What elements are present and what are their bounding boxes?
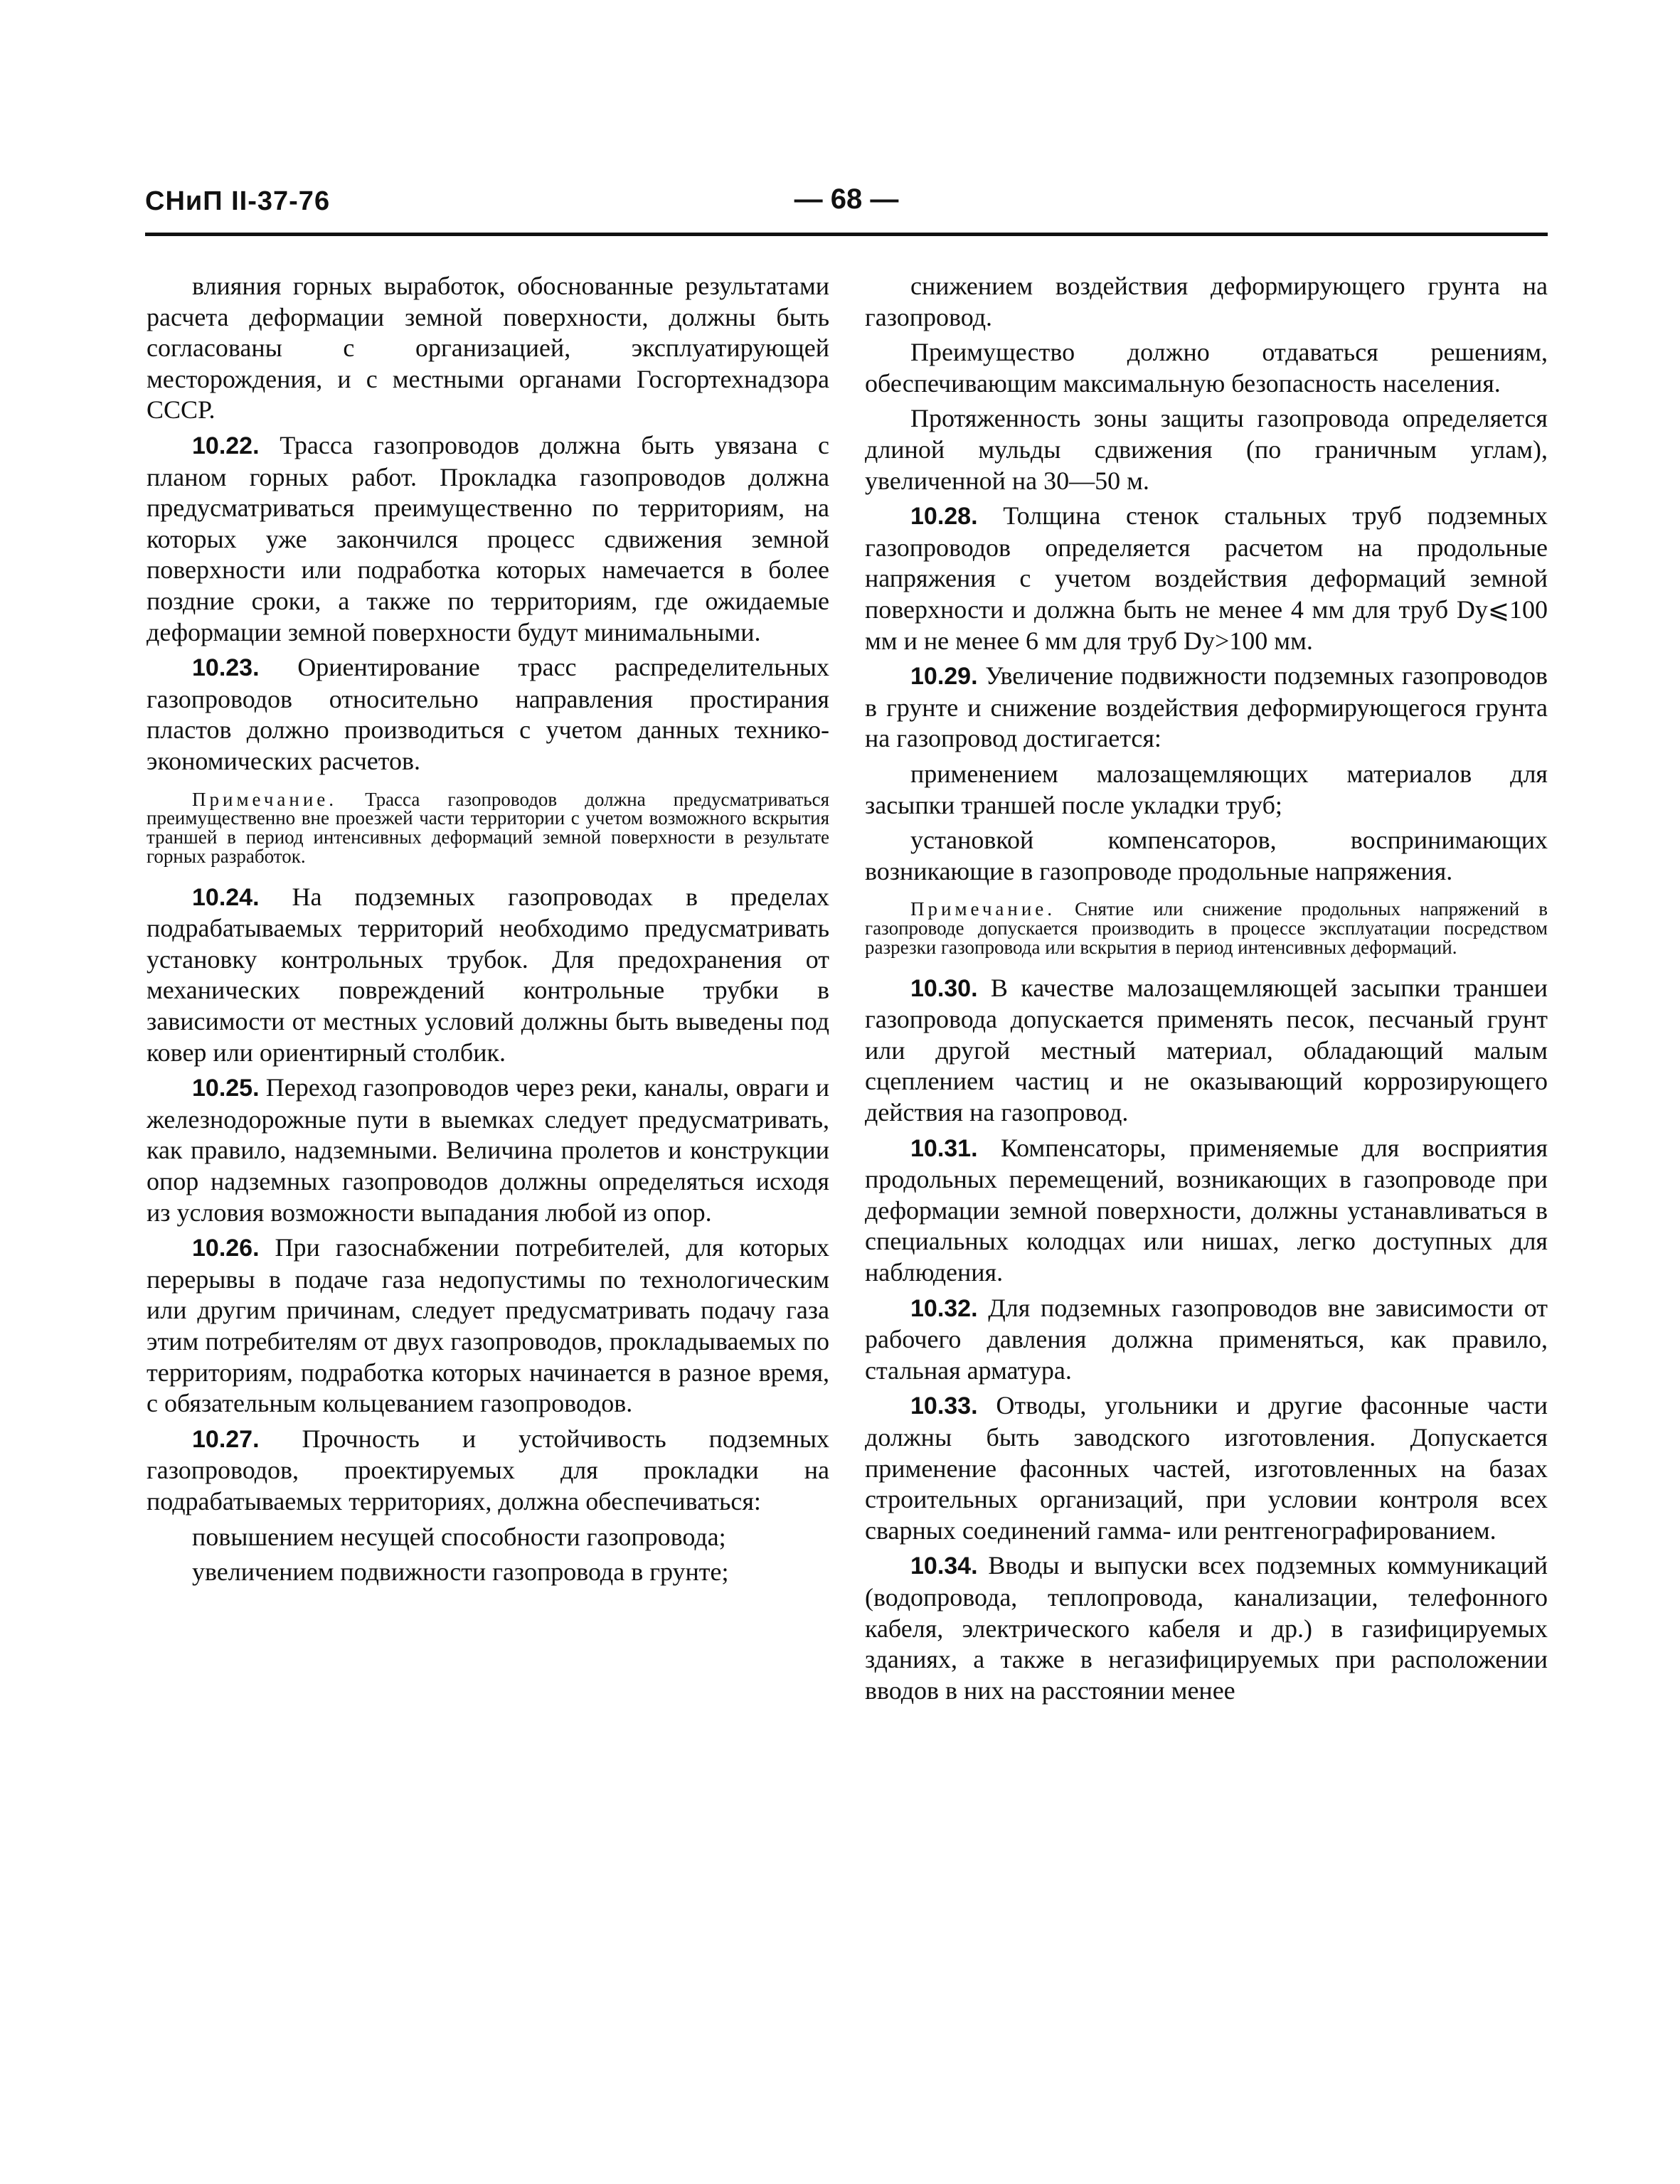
paragraph-text: Переход газопроводов через реки, каналы, овраги и железнодорожные пути в выемках следует предусматривать, как правило, надземными. Величина пролетов и конструкции опор надземных газопроводов должны определяться исходя из условия возможности выпадания любой из опор. [147,1073,830,1227]
paragraph [865,759,1548,821]
note-text: Трасса газопроводов должна предусматриваться преимущественно вне проезжей части территории с учетом возможного вскрытия траншей в период интенсивных деформаций земной поверхности в результате горных разработок. [147,788,830,867]
note-label: Примечание. [192,788,338,810]
paragraph-text: применением малозащемляющих материалов для засыпки траншей после укладки труб; [865,759,1548,819]
paragraph-text: Отводы, угольники и другие фасонные части должны быть заводского изготовления. Допускается применение фасонных частей, изготовленных на базах строительных организаций, при условии контроля всех сварных соединений гамма- или рентгенографированием. [865,1391,1548,1545]
paragraph-text: установкой компенсаторов, воспринимающих возникающие в газопроводе продольные напряжения. [865,826,1548,885]
clause-paragraph [147,652,829,777]
clause-number: 10.28. [910,503,978,531]
paragraph-text: Преимущество должно отдаваться решениям, обеспечивающим максимальную безопасность населения. [865,338,1548,398]
clause-number: 10.25. [192,1075,260,1102]
clause-number: 10.34. [910,1552,978,1580]
clause-number: 10.27. [192,1425,260,1453]
paragraph-text: Толщина стенок стальных труб подземных газопроводов определяется расчетом на продольные напряжения с учетом воздействия деформаций земной поверхности и должна быть не менее 4 мм для труб Dу⩽100 мм и не менее 6 мм для труб Dу>100 мм. [865,501,1548,655]
clause-number: 10.22. [192,432,260,459]
clause-number: 10.23. [192,654,260,682]
right-column [865,271,1548,1710]
clause-paragraph [865,1133,1548,1289]
clause-paragraph [865,973,1548,1129]
note [147,790,829,866]
clause-paragraph [147,1072,829,1228]
clause-paragraph [865,1550,1548,1706]
clause-paragraph [865,1293,1548,1387]
paragraph [147,1522,829,1553]
paragraph-text: Прочность и устойчивость подземных газопроводов, проектируемых для прокладки на подрабатываемых территориях, должна обеспечиваться: [147,1424,830,1516]
paragraph [865,271,1548,333]
clause-paragraph [147,430,829,648]
paragraph-text: При газоснабжении потребителей, для которых перерывы в подаче газа недопустимы по технологическим или другим причинам, следует предусматривать подачу газа этим потребителям от двух газопроводов, прокладываемых по территориям, подработка которых начинается в разное время, с обязательным кольцеванием газопроводов. [147,1233,829,1418]
clause-number: 10.32. [910,1294,978,1322]
clause-paragraph [865,501,1548,656]
paragraph [865,403,1548,496]
clause-number: 10.30. [910,974,978,1002]
paragraph-text: Компенсаторы, применяемые для восприятия продольных перемещений, возникающих в газопроводе при деформации земной поверхности, должны устанавливаться в специальных колодцах или нишах, легко доступных для наблюдения. [865,1133,1548,1287]
paragraph-text: Увеличение подвижности подземных газопроводов в грунте и снижение воздействия деформирующегося грунта на газопровод достигается: [865,661,1548,753]
note [865,900,1548,957]
note-label: Примечание. [910,898,1056,920]
clause-number: 10.31. [910,1134,978,1162]
paragraph-text: Трасса газопроводов должна быть увязана с планом горных работ. Прокладка газопроводов должна предусматриваться преимущественно по территориям, на которых уже закончился процесс сдвижения земной поверхности или подработка которых намечается в более поздние сроки, а также по территориям, где ожидаемые деформации земной поверхности будут минимальными. [147,430,830,646]
paragraph-text: Вводы и выпуски всех подземных коммуникаций (водопровода, теплопровода, канализации, телефонного кабеля, электрического кабеля и др.) в газифицируемых зданиях, а также в негазифицируемых при расположении вводов в них на расстоянии менее [865,1551,1548,1705]
paragraph-text: повышением несущей способности газопровода; [192,1522,726,1551]
clause-paragraph [147,1424,829,1518]
clause-paragraph [147,1232,829,1419]
paragraph-text: снижением воздействия деформирующего грунта на газопровод. [865,272,1548,331]
paragraph-text: В качестве малозащемляющей засыпки траншеи газопровода допускается применять песок, песчаный грунт или другой местный материал, обладающий малым сцеплением частиц и не оказывающий коррозирующего действия на газопровод. [865,973,1548,1127]
clause-number: 10.33. [910,1392,978,1420]
document-code: СНиП II-37-76 [145,186,331,216]
page-number: — 68 — [794,183,899,215]
clause-paragraph [147,882,829,1069]
paragraph [865,825,1548,887]
left-column [147,271,829,1592]
paragraph-text: увеличением подвижности газопровода в грунте; [192,1557,729,1587]
header-rule [145,233,1548,236]
clause-paragraph [865,1390,1548,1546]
clause-paragraph [865,661,1548,755]
paragraph [147,271,829,426]
paragraph-text: Ориентирование трасс распределительных газопроводов относительно направления простирания пластов должно производиться с учетом данных технико-экономических расчетов. [147,653,829,775]
paragraph-text: Протяженность зоны защиты газопровода определяется длиной мульды сдвижения (по граничным углам), увеличенной на 30—50 м. [865,404,1548,495]
paragraph-text: влияния горных выработок, обоснованные результатами расчета деформации земной поверхности, должны быть согласованы с организацией, эксплуатирующей месторождения, и с местными органами Госгортехнадзора СССР. [147,272,829,425]
paragraph-text: Для подземных газопроводов вне зависимости от рабочего давления должна применяться, как правило, стальная арматура. [865,1293,1548,1385]
page-header [145,182,1548,226]
clause-number: 10.26. [192,1235,260,1262]
paragraph [865,337,1548,399]
clause-number: 10.29. [910,663,978,691]
paragraph [147,1557,829,1588]
note-text: Снятие или снижение продольных напряжений в газопроводе допускается производить в процессе эксплуатации посредством разрезки газопровода или вскрытия в период интенсивных деформаций. [865,898,1548,958]
paragraph-text: На подземных газопроводах в пределах подрабатываемых территорий необходимо предусматривать установку контрольных трубок. Для предохранения от механических повреждений контрольные трубки в зависимости от местных условий должны быть выведены под ковер или ориентирный столбик. [147,882,830,1067]
clause-number: 10.24. [192,883,260,911]
